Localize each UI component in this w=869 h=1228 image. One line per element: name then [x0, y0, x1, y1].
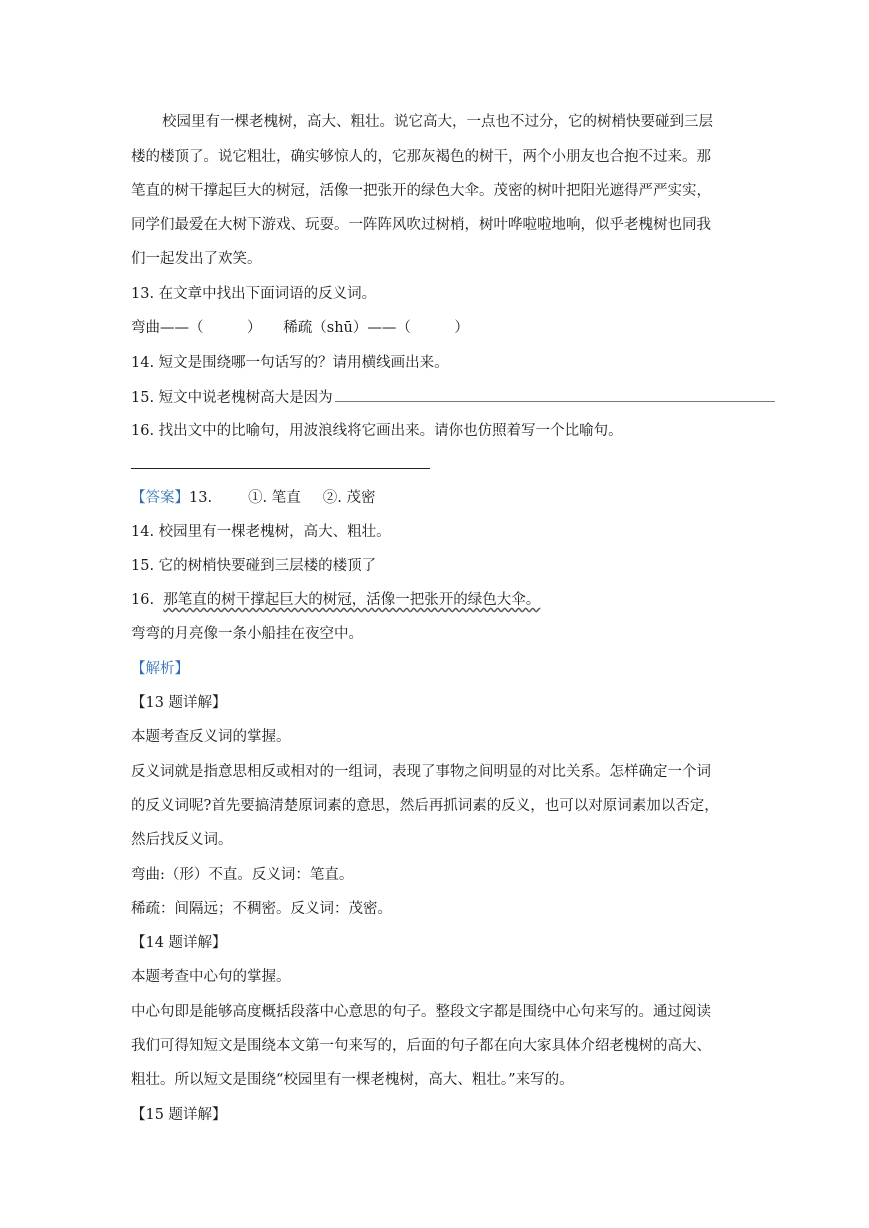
answer-16 — [131, 590, 540, 610]
question-13: 13. 在文章中找出下面词语的反义词。 — [131, 286, 377, 302]
answer-rule-line — [131, 468, 430, 469]
answer-16-example: 弯弯的月亮像一条小船挂在夜空中。 — [131, 626, 363, 642]
analysis-heading-14: 【14 题详解】 — [131, 935, 227, 951]
answer-13-number: 13. — [189, 490, 213, 506]
analysis-text: 中心句即是能够高度概括段落中心意思的句子。整段文字都是围绕中心句来写的。通过阅读 — [131, 1004, 711, 1020]
answer-blank-line — [335, 387, 775, 402]
question-15-text: 15. 短文中说老槐树高大是因为 — [131, 390, 333, 406]
answer-13-option-1: ①. 笔直 — [248, 490, 301, 506]
analysis-text: 本题考查反义词的掌握。 — [131, 729, 291, 745]
analysis-heading-13: 【13 题详解】 — [131, 695, 227, 711]
answer-16-number: 16. — [131, 592, 155, 608]
question-14: 14. 短文是围绕哪一句话写的？请用横线画出来。 — [131, 355, 449, 371]
analysis-tag: 【解析】 — [131, 661, 189, 677]
passage-line: 校园里有一棵老槐树，高大、粗壮。说它高大，一点也不过分，它的树梢快要碰到三层 — [162, 114, 713, 130]
answer-16-metaphor: 那笔直的树干撑起巨大的树冠，活像一把张开的绿色大伞。 — [163, 592, 541, 608]
passage-line: 楼的楼顶了。说它粗壮，确实够惊人的，它那灰褐色的树干，两个小朋友也合抱不过来。那 — [131, 149, 711, 165]
answer-tag: 【答案】 — [131, 490, 189, 506]
answer-13-option-2: ②. 茂密 — [322, 490, 376, 506]
analysis-heading-15: 【15 题详解】 — [131, 1107, 227, 1123]
analysis-text: 本题考查中心句的掌握。 — [131, 969, 291, 985]
analysis-text: 弯曲:（形）不直。反义词：笔直。 — [131, 867, 354, 883]
analysis-text: 我们可得知短文是围绕本文第一句来写的，后面的句子都在向大家具体介绍老槐树的高大、 — [131, 1038, 711, 1054]
analysis-text: 反义词就是指意思相反或相对的一组词，表现了事物之间明显的对比关系。怎样确定一个词 — [131, 764, 711, 780]
question-16: 16. 找出文中的比喻句，用波浪线将它画出来。请你也仿照着写一个比喻句。 — [131, 423, 623, 439]
passage-line: 们一起发出了欢笑。 — [131, 251, 262, 267]
question-13-items: 弯曲——（ ） 稀疏（shū）——（ ） — [131, 320, 469, 336]
analysis-text: 粗壮。所以短文是围绕“校园里有一棵老槐树，高大、粗壮。”来写的。 — [131, 1072, 574, 1088]
passage-line: 同学们最爱在大树下游戏、玩耍。一阵阵风吹过树梢，树叶哗啦啦地响，似乎老槐树也同我 — [131, 217, 711, 233]
analysis-text: 然后找反义词。 — [131, 832, 233, 848]
answer-14: 14. 校园里有一棵老槐树，高大、粗壮。 — [131, 524, 391, 540]
passage-line: 笔直的树干撑起巨大的树冠，活像一把张开的绿色大伞。茂密的树叶把阳光遮得严严实实， — [131, 183, 711, 199]
question-15 — [131, 387, 775, 408]
analysis-text: 稀疏：间隔远；不稠密。反义词：茂密。 — [131, 901, 392, 917]
analysis-text: 的反义词呢?首先要搞清楚原词素的意思，然后再抓词素的反义，也可以对原词素加以否定， — [131, 798, 719, 814]
answer-13 — [131, 488, 376, 508]
answer-15: 15. 它的树梢快要碰到三层楼的楼顶了 — [131, 558, 377, 574]
